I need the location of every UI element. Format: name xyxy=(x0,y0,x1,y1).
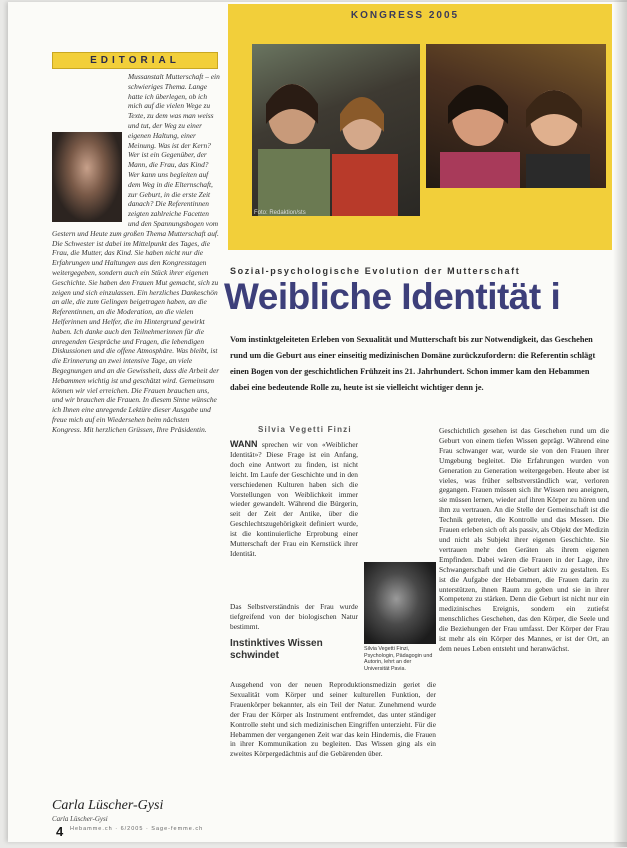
article-lead: Vom instinktgeleiteten Erleben von Sexualität und Mutterschaft bis zur Notwendigkeit, das Geschehen rund um die Geburt aus einer einseitig medizinischen Domäne zurückzufordern: die Referentin schlägt einen Bogen von der geschichtlichen Frühzeit ins 21. Jahrhundert. Schon immer kam den Hebammen dabei eine bedeutende Rolle zu, heute ist sie vielleicht wichtiger denn je. xyxy=(230,335,596,392)
section-label: KONGRESS 2005 xyxy=(350,10,460,21)
editor-portrait xyxy=(52,132,122,222)
photo-credit: Foto: Redaktion/sts xyxy=(254,210,306,216)
page-edge-shadow xyxy=(613,0,627,847)
dropcap-word: WANN xyxy=(230,440,258,449)
editor-name: Carla Lüscher-Gysi xyxy=(52,815,108,823)
congress-photo-left xyxy=(252,44,420,216)
magazine-footer: Hebamme.ch · 6/2005 · Sage-femme.ch xyxy=(70,826,204,832)
article-author: Silvia Vegetti Finzi xyxy=(258,425,352,434)
congress-photo-right xyxy=(426,44,606,188)
article-headline: Weibliche Identität i xyxy=(224,276,561,317)
page-number: 4 xyxy=(56,824,64,839)
editorial-column xyxy=(52,72,220,762)
article-column-2: Geschichtlich gesehen ist das Geschehen rund um die Geburt von einem tiefen Wissen geprägt. Während eine Frau schwanger war, wurde sie von den Frauen ihrer Umgebung begleitet. Die Erfahrungen wurden von Generation zu Generation weitergegeben. Heute aber ist vieles, was früher selbstverständlich war, verloren gegangen. Frauen müssen sich ihr Wissen neu aneignen, sie müssen lernen, wieder auf ihren Körper zu hören und ihm zu vertrauen. An die Stelle der Gemeinschaft ist die Technik getreten, die Kontrolle und das Messen. Die Frauen erleben sich oft als passiv, als Objekt der Medizin und nicht als Subjekt ihrer eigenen Geschichte. Sie vertrauen mehr den Geräten als ihrem eigenen Empfinden. Dabei wären die Frauen in der Lage, ihre Schwangerschaft und die Geburt aktiv zu gestalten. Es ist die Aufgabe der Hebammen, die Frauen darin zu unterstützen, ihnen Raum zu geben und sie in ihrer Kompetenz zu stärken. Denn die Geburt ist nicht nur ein medizinisches Ereignis, sondern ein zutiefst menschliches Geschehen, das den Körper, die Seele und die Beziehungen der Frau umfasst. Der Körper der Frau ist mehr als ein Körper des Mannes, er ist der Ort, an dem neues Leben entsteht und heranwächst. xyxy=(439,426,609,653)
article-kicker: Sozial-psychologische Evolution der Mutterschaft xyxy=(230,266,521,276)
author-photo-caption: Silvia Vegetti Finzi, Psychologin, Pädagogin und Autorin, lehrt an der Universität Pavia. xyxy=(364,646,433,672)
article-column-1-lower: Ausgehend von der neuen Reproduktionsmedizin geriet die Sexualität vom Körper und seiner kulturellen Funktion, der Frauenkörper bekannter, als ein Teil der Natur. Zunehmend wurde der Frau der Körper als Instrument entfremdet, das unter ständiger Kontrolle steht und sich medizinischen Eingriffen unterzieht. Für die Hebammen der vergangenen Zeit war das kein Hindernis, die Frauen in ihrer Kommunikation zu begleiten. Das Wissen ging als ein zweites Körpergedächtnis auf die Gebärenden über. xyxy=(230,680,436,759)
article-column-1-continued: Das Selbstverständnis der Frau wurde tiefgreifend von der biologischen Natur bestimmt. xyxy=(230,602,358,631)
editorial-heading: EDITORIAL xyxy=(52,52,218,69)
article-column-1 xyxy=(230,440,358,600)
column-1-text: sprechen wir von «Weiblicher Identität»? Diese Frage ist ein Anfang, doch eine Antwort zu finden, ist nicht leicht. Im Laufe der Geschichte und in den verschiedenen Kulturen haben sich die Vorstellungen von Weiblichkeit immer wieder gewandelt. Während die Bürgerin, seit der Zeit der Antike, über die Geschlechtszugehörigkeit definiert wurde, ist die kontinuierliche Erprobung einer Mutterschaft der Frau ein Kernstück ihrer Identität. xyxy=(230,440,358,558)
editorial-body: Mussanstalt Mutterschaft – ein schwieriges Thema. Lange hatte ich überlegen, ob ich mich auf die vielen Wege zu Texte, zu dem was man weiss und tut, der Weg zu einer eigenen Haltung, einer Meinung. Was ist der Kern? Wer ist ein Gegenüber, der Mann, die Frau, das Kind? Wer kann uns begleiten auf dem Weg in die Elternschaft, zur Geburt, in die erste Zeit danach? Die Referentinnen zeigten zahlreiche Facetten und den Spannungsbogen vom Gestern und Heute zum großen Thema Mutterschaft auf. Die Schwester ist dabei im Mittelpunkt des Tages, die Frau, die Mutter, das Kind. Sie haben nicht nur die Erfahrungen und Haltungen aus den Kongresstagen weitergegeben, sondern auch ein Stück ihrer eigenen Geschichte. Sie haben den Frauen Mut gemacht, sich zu zeigen und sich einzulassen. Ein herzliches Dankeschön an alle, die zum Gelingen beigetragen haben, an die Referentinnen, an die Moderation, an die vielen Helferinnen und Helfer, die im Hintergrund gewirkt haben. Ich danke auch den Teilnehmerinnen für die anregenden Gespräche und Fragen, die lebendigen Diskussionen und die offene Atmosphäre. Was bleibt, ist die Erinnerung an zwei intensive Tage, an viele Begegnungen und an die Gewissheit, dass die Arbeit der Hebammen wichtig ist und geschätzt wird. Gemeinsam können wir viel erreichen. Die Frauen brauchen uns, und wir brauchen die Frauen. In diesem Sinne wünsche ich Ihnen eine anregende Lektüre dieser Ausgabe und freue mich auf ein Wiedersehen beim nächsten Kongress. Mit herzlichen Grüssen, Ihre Präsidentin. xyxy=(52,72,220,434)
article-subhead: Instinktives Wissen schwindet xyxy=(230,638,323,661)
editor-signature: Carla Lüscher-Gysi xyxy=(52,798,164,813)
author-photo xyxy=(364,562,436,644)
